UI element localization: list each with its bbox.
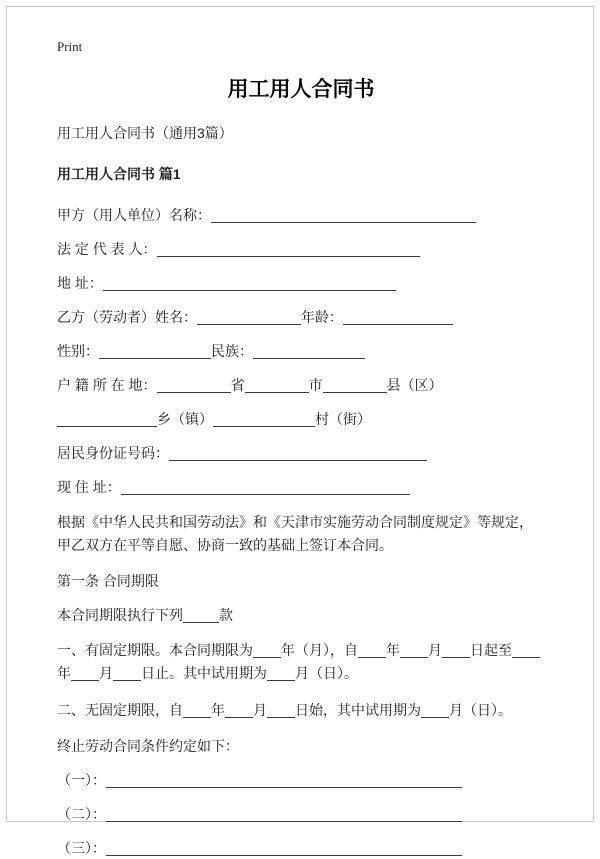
text-segment: 日止。其中试用期为 <box>141 665 267 681</box>
text-segment: 款 <box>219 607 233 623</box>
text-segment: 年 <box>386 642 400 658</box>
text-segment: 月（日）。 <box>449 702 512 718</box>
text-segment: （一）： <box>57 772 106 788</box>
text-segment: 月（日）。 <box>295 665 358 681</box>
heading-article-1 <box>57 571 545 592</box>
section-heading: 用工用人合同书 篇1 <box>57 166 181 182</box>
blank-line <box>157 377 231 393</box>
blank-line <box>197 309 301 325</box>
text-segment: 村（街） <box>315 411 371 427</box>
text-segment: 月 <box>253 702 267 718</box>
text-segment: 终止劳动合同条件约定如下： <box>57 738 239 754</box>
blank-line <box>106 806 462 822</box>
text-segment: 法 定 代 表 人： <box>57 241 157 257</box>
blank-line <box>323 377 387 393</box>
text-segment: 乙方（劳动者）姓名： <box>57 309 197 325</box>
blank-line <box>169 445 427 461</box>
clause-fixed-term <box>57 639 545 685</box>
text-segment: 县（区） <box>386 377 443 393</box>
blank-line <box>343 309 453 325</box>
blank-line <box>245 377 309 393</box>
page-title: 用工用人合同书 <box>227 78 375 101</box>
blank-line <box>267 665 295 681</box>
text-segment: 年（月），自 <box>281 642 358 658</box>
paragraph-basis <box>57 511 545 557</box>
text-segment: 月 <box>428 642 442 658</box>
text-segment: （三）： <box>57 840 106 856</box>
line-address <box>57 273 545 294</box>
line-termination-conditions <box>57 736 545 757</box>
text-segment: 日始，其中试用期为 <box>295 702 421 718</box>
text-segment: 二、无固定期限，自 <box>57 702 183 718</box>
blank-line <box>106 840 462 856</box>
line-township-village <box>57 409 545 430</box>
text-segment: 甲方（用人单位）名称： <box>57 207 211 223</box>
text-segment: 第一条 合同期限 <box>57 573 159 589</box>
blank-line <box>71 665 99 681</box>
line-condition-1 <box>57 770 545 791</box>
blank-line <box>57 411 157 427</box>
clause-open-term <box>57 699 545 722</box>
text-segment: 年 <box>57 665 71 681</box>
blank-line <box>400 642 428 658</box>
contract-body <box>57 205 545 859</box>
blank-line <box>99 343 211 359</box>
text-segment: 本合同期限执行下列 <box>57 607 183 623</box>
blank-line <box>512 642 540 658</box>
line-party-b-name-age <box>57 307 545 328</box>
blank-line <box>113 665 141 681</box>
text-segment: 省 <box>230 377 245 393</box>
text-segment: （二）： <box>57 806 106 822</box>
line-id-number <box>57 443 545 464</box>
blank-line <box>253 642 281 658</box>
line-gender-ethnicity <box>57 341 545 362</box>
text-segment: 性别： <box>57 343 99 359</box>
text-segment: 户 籍 所 在 地： <box>57 377 157 393</box>
blank-line <box>225 702 253 718</box>
blank-line <box>183 702 211 718</box>
line-party-a-name <box>57 205 545 226</box>
text-segment: 年 <box>211 702 225 718</box>
text-segment: 日起至 <box>470 642 512 658</box>
blank-line <box>183 607 219 623</box>
line-condition-2 <box>57 804 545 825</box>
line-registered-residence <box>57 375 545 396</box>
blank-line <box>253 343 365 359</box>
text-segment: 居民身份证号码： <box>57 445 169 461</box>
print-link[interactable]: Print <box>57 39 83 54</box>
blank-line <box>106 772 462 788</box>
blank-line <box>211 207 476 223</box>
document-subtitle: 用工用人合同书（通用3篇） <box>57 125 233 141</box>
line-current-address <box>57 477 545 498</box>
blank-line <box>358 642 386 658</box>
line-condition-3 <box>57 838 545 859</box>
text-segment: 月 <box>99 665 113 681</box>
text-segment: 市 <box>308 377 323 393</box>
line-term-selection <box>57 605 545 626</box>
blank-line <box>121 479 410 495</box>
blank-line <box>421 702 449 718</box>
blank-line <box>442 642 470 658</box>
text-segment: 根据《中华人民共和国劳动法》和《天津市实施劳动合同制度规定》等规定，甲乙双方在平等自愿、协商一致的基础上签订本合同。 <box>57 514 533 553</box>
text-segment: 乡（镇） <box>157 411 213 427</box>
text-segment: 民族： <box>211 343 253 359</box>
text-segment: 现 住 址： <box>57 479 121 495</box>
blank-line <box>267 702 295 718</box>
blank-line <box>157 241 420 257</box>
line-legal-representative <box>57 239 545 260</box>
blank-line <box>213 411 315 427</box>
text-segment: 地 址： <box>57 275 103 291</box>
text-segment: 一、有固定期限。本合同期限为 <box>57 642 253 658</box>
text-segment: 年龄： <box>301 309 343 325</box>
blank-line <box>103 275 396 291</box>
